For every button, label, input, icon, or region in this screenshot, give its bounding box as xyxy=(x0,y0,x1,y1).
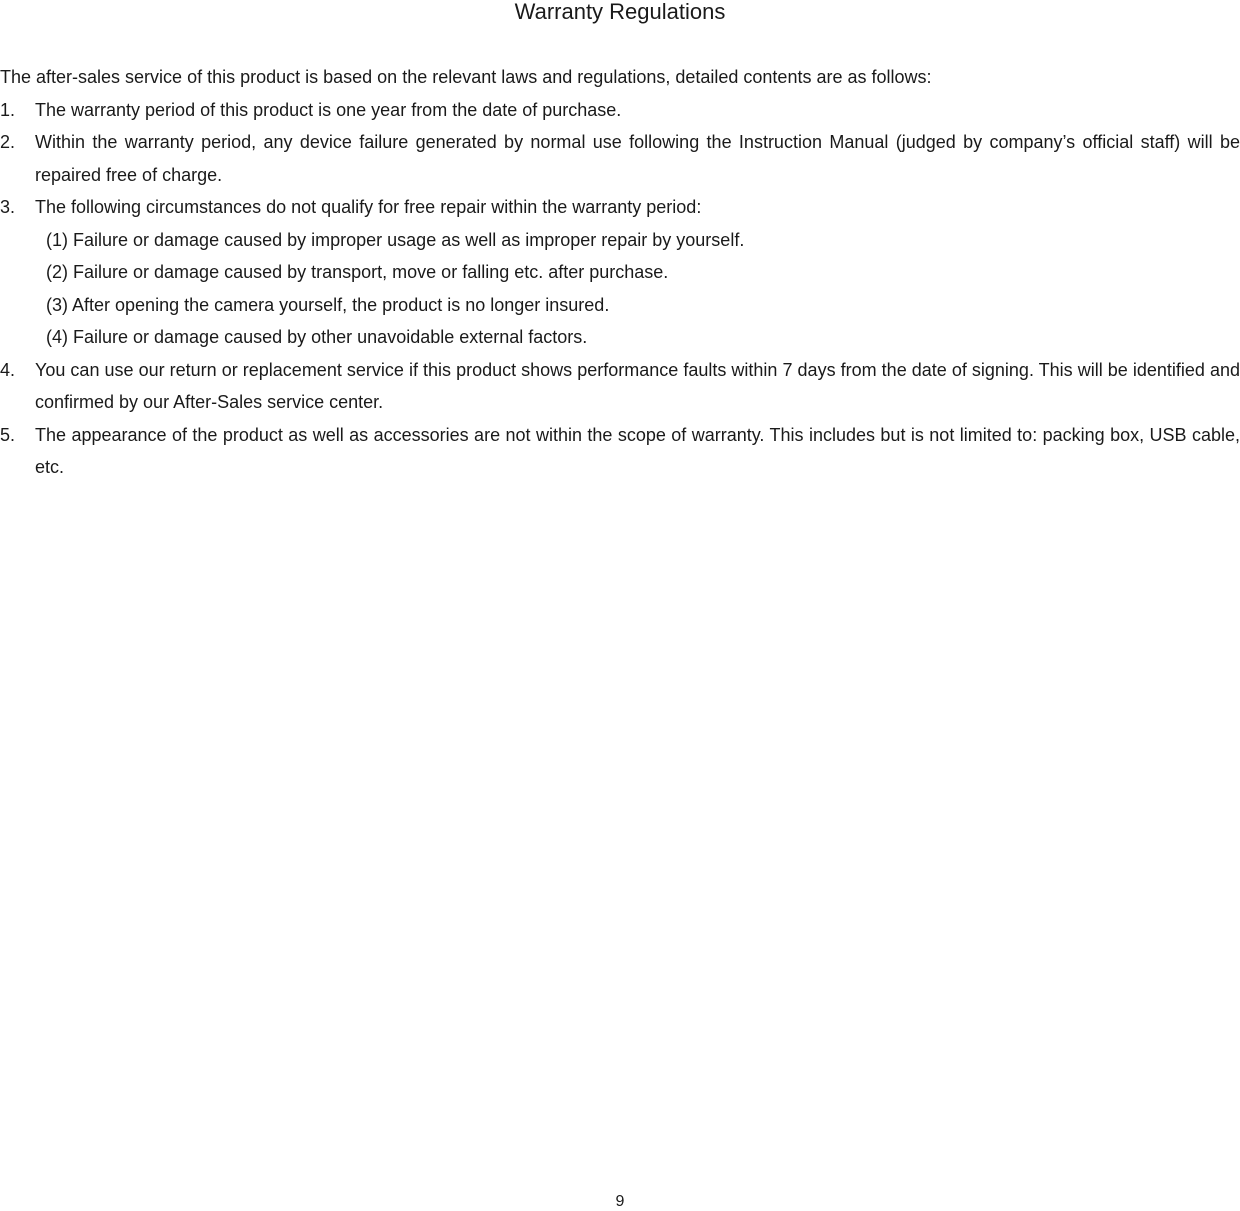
page-number: 9 xyxy=(615,1193,625,1210)
list-item-text: The appearance of the product as well as accessories are not within the scope of warranty. This includes but is not limited to: packing box, USB cable, etc. xyxy=(35,424,1240,477)
intro-paragraph: The after-sales service of this product is based on the relevant laws and regulations, detailed contents are as follows: xyxy=(0,67,932,87)
list-item xyxy=(0,126,1240,191)
sub-list-item: (3) After opening the camera yourself, the product is no longer insured. xyxy=(46,294,610,315)
list-item-number: 3. xyxy=(0,197,16,217)
list-item-number: 4. xyxy=(0,359,16,380)
sub-list-item: (1) Failure or damage caused by improper usage as well as improper repair by yourself. xyxy=(46,229,745,250)
list-item-text: You can use our return or replacement service if this product shows performance faults within 7 days from the date of signing. This will be identified and confirmed by our After-Sales service center. xyxy=(35,359,1240,412)
list-item xyxy=(0,419,1240,484)
list-item xyxy=(0,191,1240,224)
list-item-number: 5. xyxy=(0,424,16,445)
page-title: Warranty Regulations xyxy=(514,0,726,24)
warranty-content xyxy=(0,61,1240,484)
sub-list-item: (4) Failure or damage caused by other unavoidable external factors. xyxy=(46,327,588,347)
list-item xyxy=(0,94,1240,127)
list-item-text: The following circumstances do not qualify for free repair within the warranty period: xyxy=(35,197,702,217)
list-item-number: 1. xyxy=(0,99,16,120)
list-item xyxy=(0,354,1240,419)
list-item-text: Within the warranty period, any device failure generated by normal use following the Instruction Manual (judged by company’s official staff) will be repaired free of charge. xyxy=(35,132,1240,185)
list-item-number: 2. xyxy=(0,132,16,152)
list-item-text: The warranty period of this product is one year from the date of purchase. xyxy=(35,99,622,120)
sub-list-item: (2) Failure or damage caused by transport, move or falling etc. after purchase. xyxy=(46,262,669,282)
